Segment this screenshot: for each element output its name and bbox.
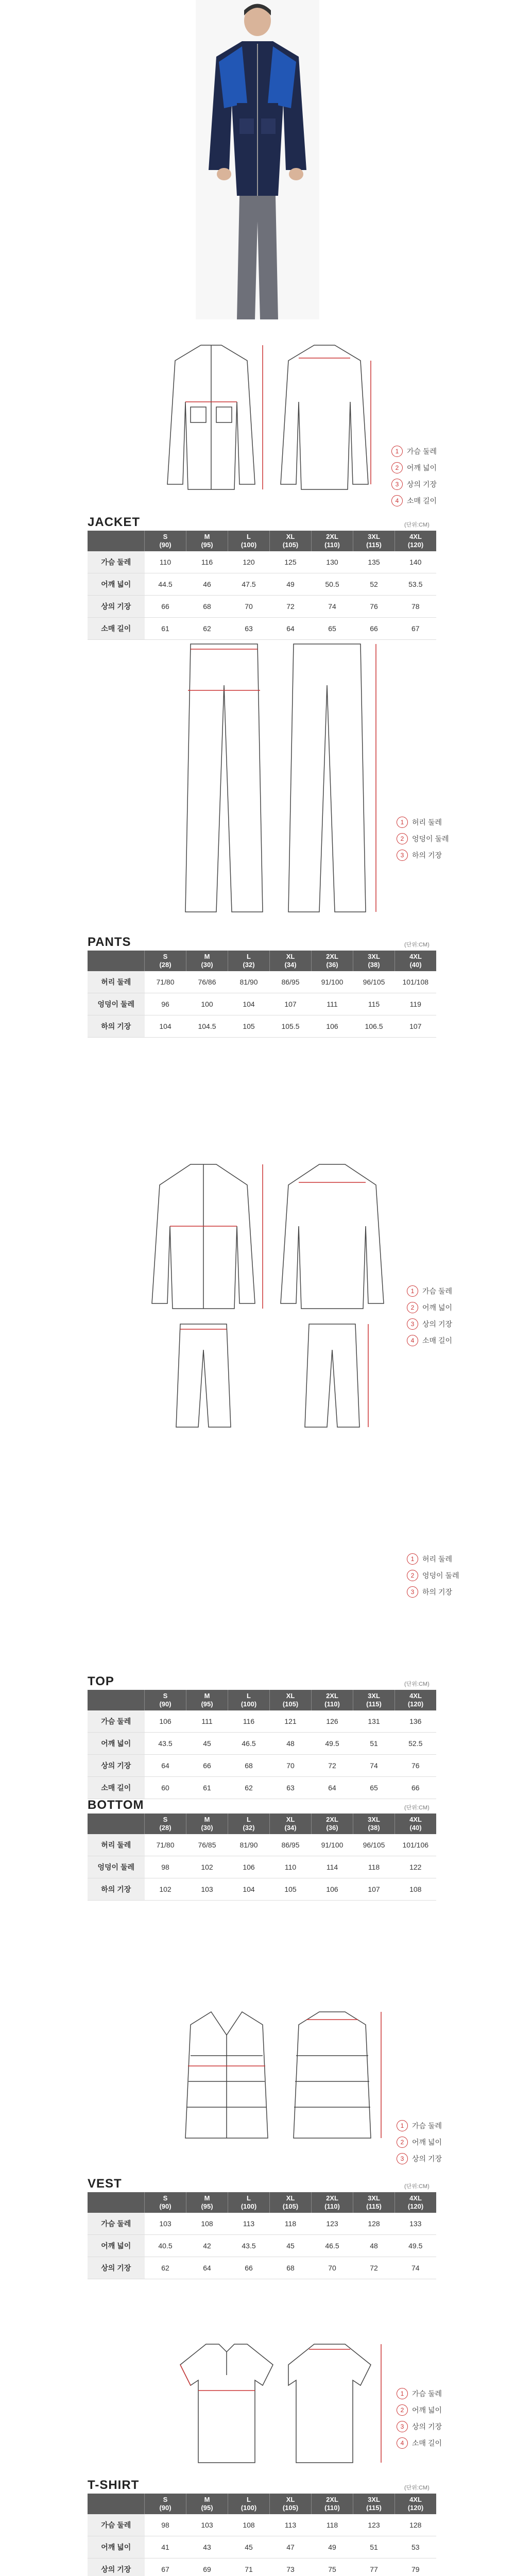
table-cell: 44.5	[145, 573, 186, 596]
table-cell: 77	[353, 2558, 395, 2576]
table-cell: 78	[395, 596, 437, 618]
table-cell: 66	[186, 1755, 228, 1777]
table-cell: 140	[395, 551, 437, 573]
size-header: 4XL (40)	[395, 1814, 437, 1834]
table-cell: 107	[395, 1015, 437, 1038]
size-header	[88, 531, 145, 551]
row-label: 어깨 넓이	[88, 2235, 145, 2257]
table-cell: 64	[312, 1777, 353, 1799]
vest-diagram	[170, 2004, 391, 2148]
table-cell: 107	[353, 1878, 395, 1901]
table-cell: 68	[270, 2257, 312, 2279]
table-cell: 70	[228, 596, 270, 618]
row-label: 상의 기장	[88, 2558, 145, 2576]
row-label: 상의 기장	[88, 1755, 145, 1777]
table-cell: 105	[270, 1878, 312, 1901]
size-header: L (32)	[228, 1814, 270, 1834]
table-cell: 96/105	[353, 1834, 395, 1856]
table-cell: 76/86	[186, 971, 228, 993]
legend-label: 가슴 둘레	[412, 2389, 442, 2398]
table-cell: 125	[270, 551, 312, 573]
row-label: 소매 길이	[88, 1777, 145, 1799]
size-header: 4XL (120)	[395, 2494, 437, 2514]
product-photo	[196, 0, 319, 319]
table-row	[88, 2213, 436, 2235]
row-label: 어깨 넓이	[88, 2536, 145, 2558]
table-cell: 116	[186, 551, 228, 573]
size-header: L (100)	[228, 1690, 270, 1710]
table-cell: 126	[312, 1710, 353, 1733]
table-cell: 62	[186, 618, 228, 640]
table-cell: 64	[270, 618, 312, 640]
table-cell: 47	[270, 2536, 312, 2558]
tshirt-diagram	[170, 2334, 391, 2468]
table-cell: 79	[395, 2558, 437, 2576]
table-cell: 71	[228, 2558, 270, 2576]
table-row	[88, 1777, 436, 1799]
size-header: L (100)	[228, 2192, 270, 2213]
table-cell: 106	[312, 1015, 353, 1038]
table-row	[88, 1856, 436, 1878]
table-cell: 110	[145, 551, 186, 573]
size-header: L (100)	[228, 2494, 270, 2514]
table-cell: 111	[312, 993, 353, 1015]
table-cell: 107	[270, 993, 312, 1015]
size-header: 2XL (36)	[312, 1814, 353, 1834]
row-label: 엉덩이 둘레	[88, 993, 145, 1015]
legend-label: 엉덩이 둘레	[422, 1571, 459, 1580]
vest-legend: 1 가슴 둘레 2 어깨 넓이 3 상의 기장	[397, 2117, 442, 2167]
row-label: 어깨 넓이	[88, 573, 145, 596]
unit-label: (단위:CM)	[404, 2485, 430, 2491]
table-cell: 66	[145, 596, 186, 618]
size-header: M (30)	[186, 951, 228, 971]
table-cell: 123	[312, 2213, 353, 2235]
row-label: 허리 둘레	[88, 1834, 145, 1856]
row-label: 허리 둘레	[88, 971, 145, 993]
table-cell: 48	[353, 2235, 395, 2257]
size-header	[88, 1814, 145, 1834]
table-row	[88, 1878, 436, 1901]
table-cell: 108	[186, 2213, 228, 2235]
size-header: 3XL (38)	[353, 1814, 395, 1834]
table-cell: 41	[145, 2536, 186, 2558]
table-row	[88, 993, 436, 1015]
size-header: 2XL (110)	[312, 531, 353, 551]
table-cell: 74	[353, 1755, 395, 1777]
table-cell: 115	[353, 993, 395, 1015]
size-header: S (28)	[145, 951, 186, 971]
size-header: 3XL (115)	[353, 1690, 395, 1710]
size-header: L (100)	[228, 531, 270, 551]
bottom-title: BOTTOM	[88, 1798, 144, 1812]
top-title: TOP	[88, 1674, 114, 1688]
size-header: S (90)	[145, 1690, 186, 1710]
table-cell: 74	[395, 2257, 437, 2279]
table-cell: 101/108	[395, 971, 437, 993]
row-label: 하의 기장	[88, 1878, 145, 1901]
vest-size-table	[88, 2192, 436, 2279]
jacket-title: JACKET	[88, 515, 141, 529]
table-cell: 71/80	[145, 971, 186, 993]
table-cell: 46.5	[312, 2235, 353, 2257]
table-row	[88, 1834, 436, 1856]
legend-label: 하의 기장	[422, 1588, 452, 1596]
size-header: 3XL (115)	[353, 2494, 395, 2514]
size-header: 3XL (115)	[353, 2192, 395, 2213]
size-header: S (90)	[145, 2494, 186, 2514]
legend-label: 어깨 넓이	[422, 1303, 452, 1312]
table-row	[88, 2235, 436, 2257]
table-cell: 86/95	[270, 1834, 312, 1856]
table-row	[88, 1710, 436, 1733]
size-header: S (90)	[145, 531, 186, 551]
table-cell: 64	[145, 1755, 186, 1777]
size-header: 2XL (110)	[312, 1690, 353, 1710]
table-cell: 49	[270, 573, 312, 596]
table-cell: 111	[186, 1710, 228, 1733]
table-cell: 40.5	[145, 2235, 186, 2257]
pants-size-table	[88, 951, 436, 1038]
table-cell: 50.5	[312, 573, 353, 596]
table-cell: 128	[395, 2514, 437, 2536]
table-cell: 47.5	[228, 573, 270, 596]
table-row	[88, 1015, 436, 1038]
table-cell: 61	[186, 1777, 228, 1799]
jacket-size-table	[88, 531, 436, 640]
size-header	[88, 951, 145, 971]
size-header: 2XL (36)	[312, 951, 353, 971]
size-header: 4XL (120)	[395, 2192, 437, 2213]
table-cell: 43.5	[145, 1733, 186, 1755]
table-cell: 46.5	[228, 1733, 270, 1755]
table-row	[88, 2514, 436, 2536]
legend-label: 소매 길이	[422, 1336, 452, 1345]
table-cell: 118	[312, 2514, 353, 2536]
unit-label: (단위:CM)	[404, 942, 430, 948]
table-cell: 72	[312, 1755, 353, 1777]
table-cell: 130	[312, 551, 353, 573]
table-cell: 75	[312, 2558, 353, 2576]
table-cell: 131	[353, 1710, 395, 1733]
table-cell: 45	[186, 1733, 228, 1755]
table-cell: 106	[228, 1856, 270, 1878]
row-label: 가슴 둘레	[88, 2514, 145, 2536]
table-cell: 51	[353, 2536, 395, 2558]
bottom-legend: 1 허리 둘레 2 엉덩이 둘레 3 하의 기장	[407, 1551, 459, 1600]
size-header: XL (105)	[270, 1690, 312, 1710]
table-cell: 46	[186, 573, 228, 596]
table-cell: 110	[270, 1856, 312, 1878]
table-cell: 76	[395, 1755, 437, 1777]
size-header	[88, 2192, 145, 2213]
table-cell: 104.5	[186, 1015, 228, 1038]
table-row	[88, 2536, 436, 2558]
row-label: 상의 기장	[88, 2257, 145, 2279]
size-header: XL (34)	[270, 951, 312, 971]
table-cell: 123	[353, 2514, 395, 2536]
legend-label: 상의 기장	[422, 1320, 452, 1328]
table-cell: 103	[186, 2514, 228, 2536]
legend-label: 가슴 둘레	[422, 1287, 452, 1295]
table-cell: 91/100	[312, 1834, 353, 1856]
jacket-diagram	[144, 335, 386, 505]
set-diagram	[139, 1154, 397, 1432]
pants-legend: 1 허리 둘레 2 엉덩이 둘레 3 하의 기장	[397, 814, 449, 863]
legend-label: 허리 둘레	[412, 818, 442, 826]
size-header: S (90)	[145, 2192, 186, 2213]
table-cell: 105	[228, 1015, 270, 1038]
table-cell: 52.5	[395, 1733, 437, 1755]
table-cell: 72	[270, 596, 312, 618]
table-cell: 101/106	[395, 1834, 437, 1856]
table-cell: 45	[228, 2536, 270, 2558]
table-cell: 49.5	[312, 1733, 353, 1755]
table-cell: 61	[145, 618, 186, 640]
table-row	[88, 573, 436, 596]
table-cell: 114	[312, 1856, 353, 1878]
table-cell: 135	[353, 551, 395, 573]
table-cell: 60	[145, 1777, 186, 1799]
table-cell: 70	[312, 2257, 353, 2279]
table-cell: 63	[228, 618, 270, 640]
table-cell: 106	[312, 1878, 353, 1901]
size-header: 4XL (40)	[395, 951, 437, 971]
table-cell: 98	[145, 2514, 186, 2536]
table-cell: 98	[145, 1856, 186, 1878]
size-header: XL (105)	[270, 2494, 312, 2514]
table-cell: 121	[270, 1710, 312, 1733]
table-cell: 66	[228, 2257, 270, 2279]
table-cell: 104	[228, 993, 270, 1015]
row-label: 상의 기장	[88, 596, 145, 618]
table-cell: 49	[312, 2536, 353, 2558]
size-header	[88, 1690, 145, 1710]
legend-label: 가슴 둘레	[412, 2122, 442, 2130]
tshirt-title: T-SHIRT	[88, 2478, 140, 2492]
row-label: 가슴 둘레	[88, 2213, 145, 2235]
table-cell: 108	[228, 2514, 270, 2536]
table-cell: 81/90	[228, 1834, 270, 1856]
size-header: M (95)	[186, 2494, 228, 2514]
size-header: XL (105)	[270, 531, 312, 551]
table-cell: 43	[186, 2536, 228, 2558]
row-label: 가슴 둘레	[88, 551, 145, 573]
table-cell: 120	[228, 551, 270, 573]
table-cell: 65	[353, 1777, 395, 1799]
legend-label: 상의 기장	[412, 2422, 442, 2431]
table-cell: 43.5	[228, 2235, 270, 2257]
size-header: 4XL (120)	[395, 531, 437, 551]
pants-title: PANTS	[88, 935, 131, 949]
table-cell: 106.5	[353, 1015, 395, 1038]
table-cell: 100	[186, 993, 228, 1015]
table-cell: 62	[145, 2257, 186, 2279]
unit-label: (단위:CM)	[404, 1805, 430, 1811]
table-cell: 72	[353, 2257, 395, 2279]
table-cell: 119	[395, 993, 437, 1015]
table-cell: 113	[270, 2514, 312, 2536]
top-size-table	[88, 1690, 436, 1799]
size-header: XL (34)	[270, 1814, 312, 1834]
size-header: XL (105)	[270, 2192, 312, 2213]
size-header: 3XL (38)	[353, 951, 395, 971]
legend-label: 하의 기장	[412, 851, 442, 859]
table-cell: 66	[395, 1777, 437, 1799]
table-cell: 128	[353, 2213, 395, 2235]
table-row	[88, 2558, 436, 2576]
size-header: 4XL (120)	[395, 1690, 437, 1710]
size-header: M (95)	[186, 2192, 228, 2213]
table-cell: 86/95	[270, 971, 312, 993]
table-cell: 68	[228, 1755, 270, 1777]
legend-label: 엉덩이 둘레	[412, 835, 449, 843]
legend-label: 상의 기장	[407, 480, 437, 488]
table-row	[88, 596, 436, 618]
size-header: 3XL (115)	[353, 531, 395, 551]
table-cell: 96/105	[353, 971, 395, 993]
table-cell: 42	[186, 2235, 228, 2257]
legend-label: 어깨 넓이	[412, 2138, 442, 2146]
size-header: M (30)	[186, 1814, 228, 1834]
table-cell: 136	[395, 1710, 437, 1733]
table-cell: 65	[312, 618, 353, 640]
table-row	[88, 551, 436, 573]
table-cell: 73	[270, 2558, 312, 2576]
table-cell: 74	[312, 596, 353, 618]
table-cell: 102	[145, 1878, 186, 1901]
row-label: 소매 길이	[88, 618, 145, 640]
table-cell: 108	[395, 1878, 437, 1901]
tshirt-legend: 1 가슴 둘레 2 어깨 넓이 3 상의 기장 4 소매 길이	[397, 2385, 442, 2451]
unit-label: (단위:CM)	[404, 522, 430, 528]
table-cell: 105.5	[270, 1015, 312, 1038]
table-cell: 113	[228, 2213, 270, 2235]
table-cell: 53	[395, 2536, 437, 2558]
table-cell: 48	[270, 1733, 312, 1755]
size-header: L (32)	[228, 951, 270, 971]
table-cell: 49.5	[395, 2235, 437, 2257]
table-cell: 103	[145, 2213, 186, 2235]
table-cell: 104	[145, 1015, 186, 1038]
legend-label: 어깨 넓이	[412, 2406, 442, 2414]
tshirt-size-table	[88, 2494, 436, 2576]
size-header: 2XL (110)	[312, 2494, 353, 2514]
legend-label: 허리 둘레	[422, 1555, 452, 1563]
table-cell: 52	[353, 573, 395, 596]
table-cell: 122	[395, 1856, 437, 1878]
unit-label: (단위:CM)	[404, 1681, 430, 1687]
row-label: 엉덩이 둘레	[88, 1856, 145, 1878]
table-row	[88, 2257, 436, 2279]
table-cell: 71/80	[145, 1834, 186, 1856]
table-cell: 70	[270, 1755, 312, 1777]
table-cell: 104	[228, 1878, 270, 1901]
row-label: 하의 기장	[88, 1015, 145, 1038]
table-cell: 62	[228, 1777, 270, 1799]
top-legend: 1 가슴 둘레 2 어깨 넓이 3 상의 기장 4 소매 길이	[407, 1283, 452, 1349]
table-cell: 66	[353, 618, 395, 640]
table-cell: 102	[186, 1856, 228, 1878]
table-cell: 91/100	[312, 971, 353, 993]
size-header	[88, 2494, 145, 2514]
table-cell: 116	[228, 1710, 270, 1733]
table-cell: 64	[186, 2257, 228, 2279]
table-cell: 45	[270, 2235, 312, 2257]
legend-label: 어깨 넓이	[407, 464, 437, 472]
unit-label: (단위:CM)	[404, 2183, 430, 2190]
table-cell: 76/85	[186, 1834, 228, 1856]
table-cell: 118	[353, 1856, 395, 1878]
pants-diagram	[175, 634, 391, 922]
size-header: M (95)	[186, 1690, 228, 1710]
table-row	[88, 1733, 436, 1755]
table-cell: 118	[270, 2213, 312, 2235]
table-cell: 133	[395, 2213, 437, 2235]
size-header: M (95)	[186, 531, 228, 551]
table-cell: 51	[353, 1733, 395, 1755]
table-row	[88, 971, 436, 993]
table-cell: 106	[145, 1710, 186, 1733]
size-header: S (28)	[145, 1814, 186, 1834]
table-cell: 67	[395, 618, 437, 640]
bottom-size-table	[88, 1814, 436, 1901]
table-cell: 96	[145, 993, 186, 1015]
table-cell: 69	[186, 2558, 228, 2576]
legend-label: 소매 길이	[412, 2439, 442, 2447]
table-cell: 81/90	[228, 971, 270, 993]
row-label: 가슴 둘레	[88, 1710, 145, 1733]
table-cell: 76	[353, 596, 395, 618]
size-header: 2XL (110)	[312, 2192, 353, 2213]
row-label: 어깨 넓이	[88, 1733, 145, 1755]
table-cell: 103	[186, 1878, 228, 1901]
jacket-legend: 1 가슴 둘레 2 어깨 넓이 3 상의 기장 4 소매 길이	[391, 443, 437, 509]
table-cell: 53.5	[395, 573, 437, 596]
legend-label: 가슴 둘레	[407, 447, 437, 455]
table-cell: 67	[145, 2558, 186, 2576]
table-cell: 68	[186, 596, 228, 618]
table-row	[88, 1755, 436, 1777]
legend-label: 소매 길이	[407, 497, 437, 505]
table-cell: 63	[270, 1777, 312, 1799]
legend-label: 상의 기장	[412, 2155, 442, 2163]
vest-title: VEST	[88, 2177, 122, 2191]
